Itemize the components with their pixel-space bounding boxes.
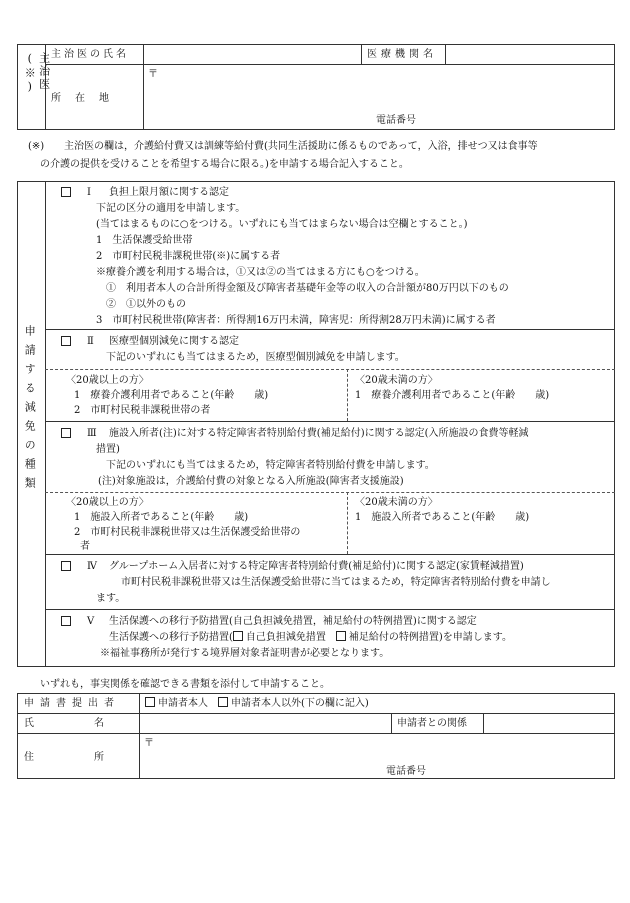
s3-title-line1: 施設入所者(注)に対する特定障害者特別給付費(補足給付)に関する認定(入所施設の食費等軽減 [109,428,529,439]
submitter-address-label: 住 所 [24,752,104,763]
attach-note: いずれも，事実関係を確認できる書類を添付して申請すること。 [40,679,330,690]
s5-opt2-checkbox[interactable] [336,631,346,641]
s1-numeral: Ⅰ [87,187,91,198]
s2-line: 下記のいずれにも当てはまるため，医療型個別減免を申請します。 [106,352,405,363]
institution-label: 医療機関名 [367,49,437,60]
s5-numeral: Ⅴ [87,616,95,627]
s5-title: 生活保護への移行予防措置(自己負担減免措置，補足給付の特例措置)に関する認定 [109,616,477,627]
s5-note: ※福祉事務所が発行する境界層対象者証明書が必要となります。 [100,648,390,659]
s2-left-head: 〈20歳以上の方〉 [66,375,149,386]
physician-name-label: 主治医の氏名 [51,49,129,60]
relation-label: 申請者との関係 [397,718,467,729]
s2-right-item: 1 療養介護利用者であること(年齢 歳) [355,390,550,401]
s3-line2: (注)対象施設は，介護給付費の対象となる入所施設(障害者支援施設) [98,476,404,487]
physician-address-label: 所 在 地 [51,93,111,104]
s3-left-item: 者 [80,541,90,552]
s5-line [109,631,512,644]
s1-line: ① 利用者本人の合計所得金額及び障害者基礎年金等の収入の合計額が80万円以下のもの [106,283,509,294]
physician-phone-label: 電話番号 [376,115,416,126]
institution-field[interactable] [446,45,614,63]
physician-note-line2: の介護の提供を受けることを希望する場合に限る。)を申請する場合記入すること。 [40,159,409,170]
s1-line: ② ①以外のもの [106,299,186,310]
submitter-other-label: 申請者本人以外(下の欄に記入) [231,698,369,709]
s5-opt2-label: 補足給付の特例措置 [348,632,439,643]
s3-right-item: 1 施設入所者であること(年齢 歳) [355,512,530,523]
s1-line: 1 生活保護受給世帯 [96,235,193,246]
s3-right-head: 〈20歳未満の方〉 [355,497,438,508]
submitter-other-checkbox[interactable] [218,697,228,707]
submitter-label: 申請書提出者 [24,698,120,709]
s1-line: (当てはまるものに○をつける。いずれにも当てはまらない場合は空欄とすること。) [96,219,468,230]
submitter-address-field[interactable] [140,734,614,778]
submitter-options [145,697,369,710]
s4-line2: ます。 [96,593,126,604]
s2-left-item: 2 市町村民税非課税世帯の者 [74,405,211,416]
s2-numeral: Ⅱ [87,336,94,347]
relation-field[interactable] [484,714,614,732]
s5-checkbox[interactable] [61,616,74,629]
s3-title-line2: 措置) [96,444,120,455]
physician-note-line1: 主治医の欄は，介護給付費又は訓練等給付費(共同生活援助に係るものであって，入浴，排せつ又は食事等 [64,141,538,152]
s1-checkbox[interactable] [61,187,74,200]
s5-opt1-label: 自己負担減免措置 [245,632,326,643]
submitter-phone-label: 電話番号 [386,766,426,777]
physician-section-label: 主治医(※) [23,52,51,95]
s2-right-head: 〈20歳未満の方〉 [355,375,438,386]
physician-note-mark: (※) [28,141,45,152]
s5-opt1-checkbox[interactable] [233,631,243,641]
submitter-self-label: 申請者本人 [158,698,208,709]
s3-line1: 下記のいずれにも当てはまるため，特定障害者特別給付費を申請します。 [106,460,435,471]
s3-left-head: 〈20歳以上の方〉 [66,497,149,508]
s1-line: ※療養介護を利用する場合は，①又は②の当てはまる方にも○をつける。 [96,267,425,278]
s1-line: 2 市町村民税非課税世帯(※)に属する者 [96,251,281,262]
s2-checkbox[interactable] [61,336,74,349]
s3-numeral: Ⅲ [87,428,97,439]
s1-title: 負担上限月額に関する認定 [109,187,229,198]
s4-line1: 市町村民税非課税世帯又は生活保護受給世帯に当てはまるため，特定障害者特別給付費を申請し [121,577,551,588]
s5-line-a: 生活保護への移行予防措置( [109,632,233,643]
s3-left-item: 1 施設入所者であること(年齢 歳) [74,512,249,523]
s1-line: 3 市町村民税世帯(障害者：所得割16万円未満，障害児：所得割28万円未満)に属する者 [96,315,496,326]
submitter-name-field[interactable] [140,714,390,732]
s3-left-item: 2 市町村民税非課税世帯又は生活保護受給世帯の [74,527,301,538]
postal-mark: 〒 [148,69,158,80]
s3-checkbox[interactable] [61,428,74,441]
submitter-self-checkbox[interactable] [145,697,155,707]
s5-line-b: )を申請します。 [438,632,513,643]
reductions-side-label: 申請する減免の種類 [23,325,37,496]
s1-line: 下記の区分の適用を申請します。 [96,203,246,214]
s2-left-item: 1 療養介護利用者であること(年齢 歳) [74,390,269,401]
submitter-name-label: 氏 名 [24,718,104,729]
s4-numeral: Ⅳ [87,561,97,572]
s2-title: 医療型個別減免に関する認定 [109,336,239,347]
s4-title: グループホーム入居者に対する特定障害者特別給付費(補足給付)に関する認定(家賃軽減措置) [109,561,524,572]
s4-checkbox[interactable] [61,561,74,574]
physician-name-field[interactable] [144,45,360,63]
submitter-postal-mark: 〒 [144,738,154,749]
